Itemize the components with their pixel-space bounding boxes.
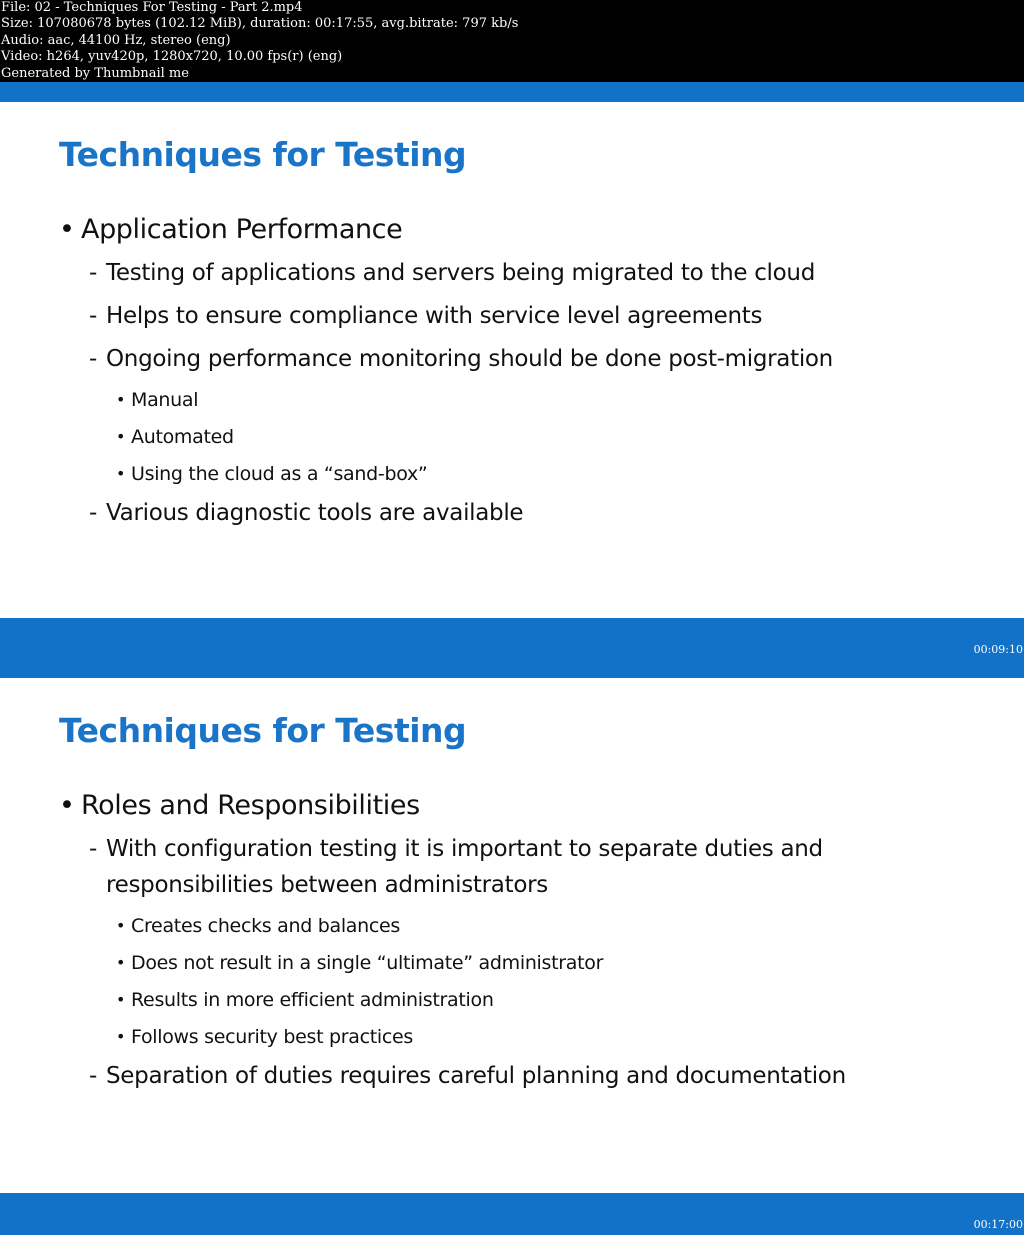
sub-item: - Ongoing performance monitoring should be done post-migration (89, 341, 833, 377)
frame-timestamp: 00:17:00 (973, 1218, 1023, 1231)
video-info-line: Video: h264, yuv420p, 1280x720, 10.00 fps(r) (eng) (1, 49, 343, 65)
slide-bottom-bar (0, 1193, 1024, 1235)
nested-item: • Creates checks and balances (116, 912, 896, 940)
nested-item: • Does not result in a single “ultimate” administrator (116, 949, 896, 977)
nested-item: • Follows security best practices (116, 1023, 896, 1051)
nested-item: • Automated (116, 423, 833, 451)
slide-content (59, 212, 833, 531)
nested-item: • Using the cloud as a “sand-box” (116, 460, 833, 488)
sub-item: - Helps to ensure compliance with service level agreements (89, 298, 833, 334)
file-size-line: Size: 107080678 bytes (102.12 MiB), duration: 00:17:55, avg.bitrate: 797 kb/s (1, 16, 519, 32)
slide-bottom-bar (0, 618, 1024, 678)
file-info-header (0, 0, 1024, 82)
main-bullet: • Roles and Responsibilities (59, 788, 896, 824)
sub-item: - Testing of applications and servers being migrated to the cloud (89, 255, 833, 291)
nested-item: • Manual (116, 386, 833, 414)
generator-line: Generated by Thumbnail me (1, 65, 189, 81)
sub-item: - Separation of duties requires careful planning and documentation (89, 1058, 896, 1094)
slide-top-bar (0, 82, 1024, 102)
slide-content (59, 788, 896, 1094)
file-name-line: File: 02 - Techniques For Testing - Part 2.mp4 (1, 0, 303, 15)
slide-frame-2 (0, 678, 1024, 1235)
slide-title: Techniques for Testing (59, 135, 467, 174)
sub-item: - With configuration testing it is important to separate duties and responsibilities between administrators (89, 831, 896, 903)
slide-title: Techniques for Testing (59, 711, 467, 750)
slide-frame-1 (0, 82, 1024, 678)
nested-item: • Results in more efficient administration (116, 986, 896, 1014)
sub-item: - Various diagnostic tools are available (89, 495, 833, 531)
main-bullet: • Application Performance (59, 212, 833, 248)
audio-info-line: Audio: aac, 44100 Hz, stereo (eng) (1, 32, 231, 48)
frame-timestamp: 00:09:10 (973, 643, 1023, 656)
